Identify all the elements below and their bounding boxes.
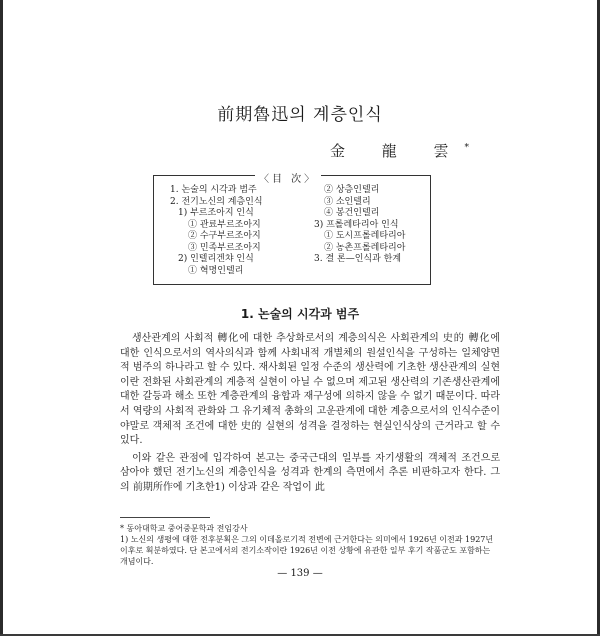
paragraph: 이와 같은 관점에 입각하여 본고는 중국근대의 일부를 자기생활의 객체적 조건으로 삼아야 했던 전기노신의 계층인식을 성격과 한계의 측면에서 추론 비판하고자 한다. 그의 前期所作에 기초한1) 이상과 같은 작업이 此 — [120, 452, 500, 493]
toc-item: ① 도시프롤레타리아 — [324, 231, 406, 241]
toc-left-column — [170, 185, 263, 277]
toc-item: 3) 프롤레타리아 인식 — [314, 219, 399, 230]
toc-item: ③ 소인텔리 — [324, 196, 371, 207]
toc-right-column — [314, 185, 405, 266]
toc-item: 1. 논술의 시각과 범주 — [170, 185, 257, 195]
toc-item: 2) 인텔리겐챠 인식 — [178, 254, 254, 264]
footnote-divider — [120, 517, 210, 518]
section-heading: 1. 논술의 시각과 범주 — [240, 307, 360, 321]
toc-item: 3. 결 론—인식과 한계 — [314, 254, 402, 264]
toc-item: 2. 전기노신의 계층인식 — [170, 196, 263, 207]
toc-item: ② 수구부르조아지 — [188, 231, 261, 241]
article-title: 前期魯迅의 계층인식 — [217, 105, 383, 125]
toc-label: 〈目 次〉 — [255, 170, 321, 185]
toc-item: ③ 민족부르조아지 — [188, 242, 261, 253]
toc-item: 1) 부르조아지 인식 — [178, 208, 254, 218]
author-affiliation-footnote: * 동아대학교 중어중문학과 전임강사 — [120, 524, 248, 533]
body-text — [120, 332, 500, 496]
footnote-1-label: 1) — [120, 535, 129, 544]
author-name-text: 金 龍 雲 — [330, 142, 465, 160]
paragraph: 생산관계의 사회적 轉化에 대한 추상화로서의 계층의식은 사회관계의 史的 轉化에 대한 인식으로서의 역사의식과 함께 사회내적 개별체의 원설인식을 구성하는 일체양면적 범주의 하나라고 할 수 있다. 재사회된 일정 수준의 생산력에 기초한 생산관계의 실현이란 전화된 사회관계의 계층적 실현이 아닐 수 없으며 제고된 생산력의 기존생산관계에 대한 갈등과 해소 또한 계층관계의 융합과 재구성에 의하지 않을 수 없기 때문이다. 따라서 역량의 사회적 관화와 그 유기체적 총화의 고운관계에 대한 계층으로서의 인식수준이야말로 객체적 조건에 대한 史的 실현의 성격을 결정하는 현실인식상의 근거라고 할 수 있다. — [120, 333, 500, 447]
author-name — [330, 140, 469, 161]
footnote-1 — [120, 534, 500, 567]
toc-item: ② 상층인텔리 — [324, 185, 380, 195]
toc-item: ① 혁명인텔리 — [188, 265, 244, 276]
toc-item: ② 농촌프롤레타리아 — [324, 242, 406, 253]
toc-item: ① 관료부르조아지 — [188, 219, 261, 230]
author-footnote-mark: * — [464, 143, 470, 153]
page-number: — 139 — — [277, 568, 323, 579]
toc-item: ④ 봉건인텔리 — [324, 208, 380, 218]
footnote-1-text: 노신의 생평에 대한 전후분획은 그의 이데올로기적 전변에 근거한다는 의미에서 1926년 이전과 1927년 이후로 획분하였다. 단 본고에서의 전기소작이란 1926년 이전 상황에 유관한 일부 후기 작품군도 포함하는 개념이다. — [120, 535, 494, 566]
footnotes — [120, 523, 500, 567]
